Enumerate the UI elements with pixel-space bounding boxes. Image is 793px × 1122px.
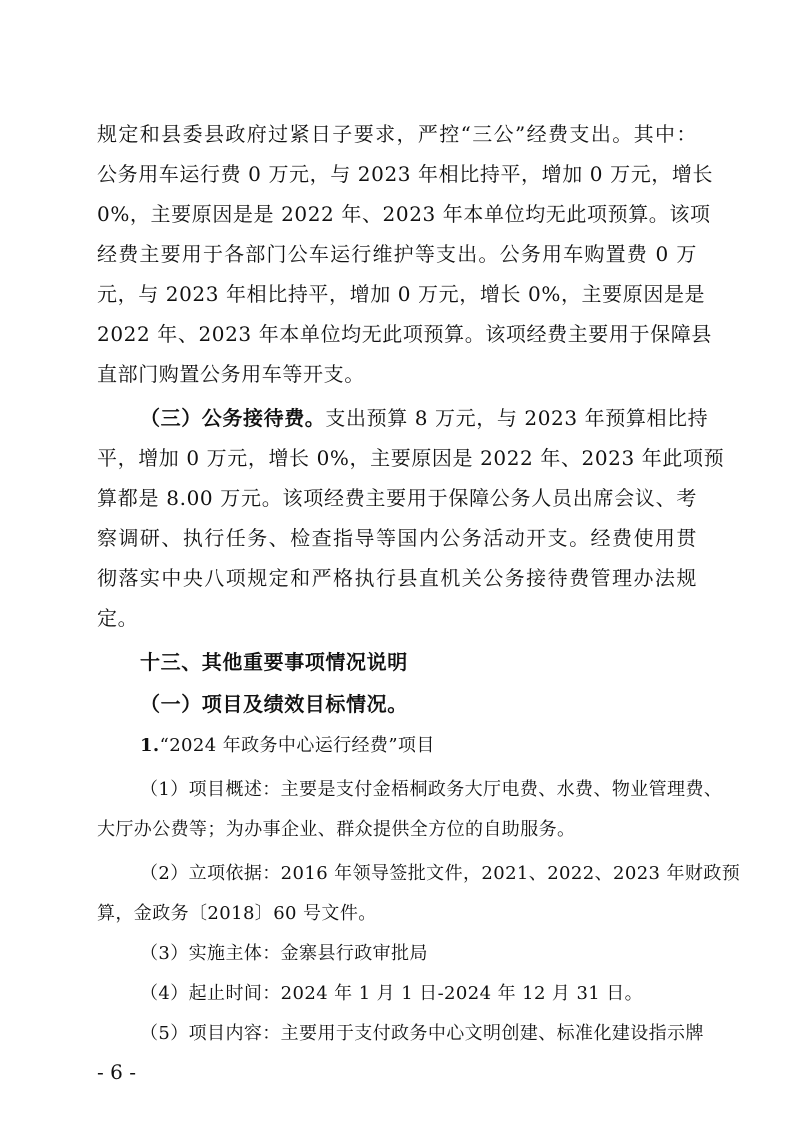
item-line: （3）实施主体：金寨县行政审批局 bbox=[140, 943, 428, 964]
item-line: （5）项目内容：主要用于支付政务中心文明创建、标准化建设指示牌 bbox=[140, 1023, 704, 1044]
page-number: - 6 - bbox=[97, 1060, 136, 1084]
item-title bbox=[140, 733, 697, 759]
body-line: 彻落实中央八项规定和严格执行县直机关公务接待费管理办法规 bbox=[97, 566, 697, 590]
section-heading: 十三、其他重要事项情况说明 bbox=[140, 650, 408, 674]
paragraph-reception-fee bbox=[140, 405, 709, 431]
reception-fee-text: 支出预算 8 万元，与 2023 年预算相比持 bbox=[325, 406, 709, 430]
body-line: 规定和县委县政府过紧日子要求，严控“三公”经费支出。其中： bbox=[97, 122, 697, 146]
body-line: 平，增加 0 万元，增长 0%，主要原因是 2022 年、2023 年此项预 bbox=[97, 446, 725, 470]
body-line: 0%，主要原因是是 2022 年、2023 年本单位均无此项预算。该项 bbox=[97, 202, 711, 226]
item-title-text: “2024 年政务中心运行经费”项目 bbox=[159, 735, 435, 756]
body-line: 元，与 2023 年相比持平，增加 0 万元，增长 0%，主要原因是是 bbox=[97, 282, 706, 306]
body-line: 经费主要用于各部门公车运行维护等支出。公务用车购置费 0 万 bbox=[97, 242, 697, 266]
item-number: 1. bbox=[140, 735, 160, 756]
body-line: 察调研、执行任务、检查指导等国内公务活动开支。经费使用贯 bbox=[97, 526, 697, 550]
body-line: 定。 bbox=[97, 606, 139, 630]
body-line: 直部门购置公务用车等开支。 bbox=[97, 362, 365, 386]
item-line: （1）项目概述：主要是支付金梧桐政务大厅电费、水费、物业管理费、 bbox=[140, 779, 723, 800]
item-line: 算，金政务〔2018〕60 号文件。 bbox=[97, 903, 377, 924]
reception-fee-label: （三）公务接待费。 bbox=[140, 406, 326, 430]
item-line: （2）立项依据：2016 年领导签批文件，2021、2022、2023 年财政预 bbox=[140, 863, 741, 884]
body-line: 公务用车运行费 0 万元，与 2023 年相比持平，增加 0 万元，增长 bbox=[97, 162, 714, 186]
item-line: 大厅办公费等；为办事企业、群众提供全方位的自助服务。 bbox=[97, 819, 576, 840]
body-line: 算都是 8.00 万元。该项经费主要用于保障公务人员出席会议、考 bbox=[97, 486, 697, 510]
body-line: 2022 年、2023 年本单位均无此项预算。该项经费主要用于保障县 bbox=[97, 322, 712, 346]
item-line: （4）起止时间：2024 年 1 月 1 日-2024 年 12 月 31 日。 bbox=[140, 983, 644, 1004]
subsection-heading: （一）项目及绩效目标情况。 bbox=[140, 692, 408, 716]
